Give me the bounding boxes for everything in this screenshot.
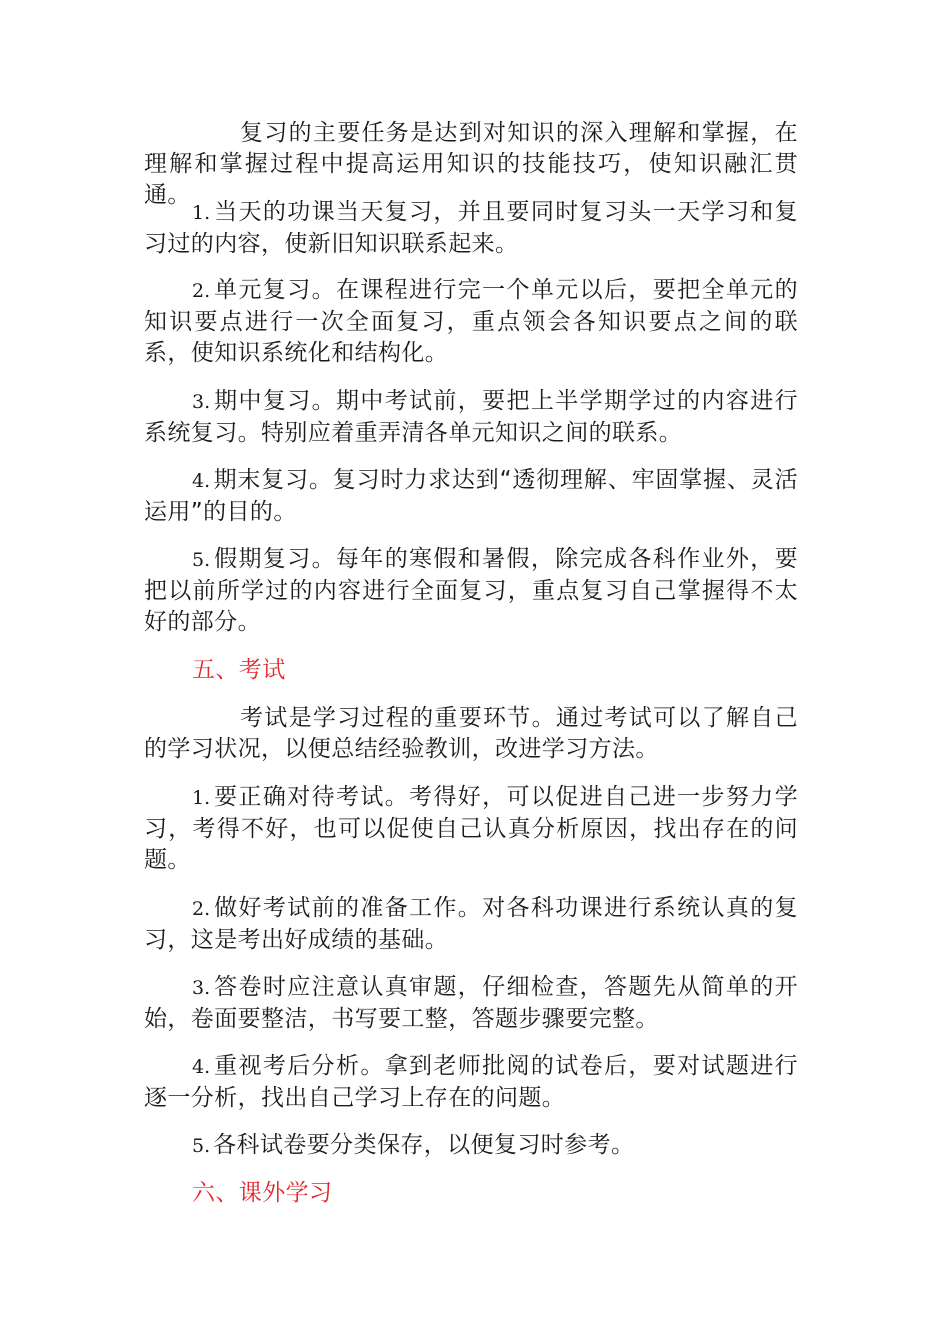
exam-item-1-text: 要正确对待考试。考得好，可以促进自己进一步努力学习，考得不好，也可以促使自己认真分析原因，找出存在的问题。 bbox=[144, 784, 798, 873]
exam-item-5 bbox=[144, 1130, 798, 1162]
review-item-2-text: 单元复习。在课程进行完一个单元以后，要把全单元的知识要点进行一次全面复习，重点领会各知识要点之间的联系，使知识系统化和结构化。 bbox=[144, 277, 798, 366]
review-intro-text: 复习的主要任务是达到对知识的深入理解和掌握，在理解和掌握过程中提高运用知识的技能技巧，使知识融汇贯通。 bbox=[144, 120, 798, 208]
review-item-1 bbox=[144, 197, 798, 260]
review-item-3 bbox=[144, 386, 798, 449]
exam-intro-paragraph bbox=[144, 703, 798, 765]
review-item-5 bbox=[144, 544, 798, 638]
exam-item-5-number: 5. bbox=[192, 1135, 211, 1157]
review-item-2 bbox=[144, 275, 798, 369]
exam-item-5-text: 各科试卷要分类保存，以便复习时参考。 bbox=[213, 1132, 635, 1158]
review-item-4-number: 4. bbox=[192, 470, 211, 492]
exam-item-4-text: 重视考后分析。拿到老师批阅的试卷后，要对试题进行逐一分析，找出自己学习上存在的问题。 bbox=[144, 1053, 798, 1111]
review-item-1-number: 1. bbox=[192, 202, 211, 224]
review-item-3-number: 3. bbox=[192, 391, 211, 413]
exam-item-1-number: 1. bbox=[192, 787, 211, 809]
exam-item-3-text: 答卷时应注意认真审题，仔细检查，答题先从简单的开始，卷面要整洁，书写要工整，答题步骤要完整。 bbox=[144, 974, 798, 1032]
exam-item-3 bbox=[144, 972, 798, 1035]
review-item-2-number: 2. bbox=[192, 280, 211, 302]
review-item-5-text: 假期复习。每年的寒假和暑假，除完成各科作业外，要把以前所学过的内容进行全面复习，重点复习自己掌握得不太好的部分。 bbox=[144, 546, 798, 635]
exam-item-3-number: 3. bbox=[192, 977, 211, 999]
exam-item-2 bbox=[144, 893, 798, 956]
exam-item-2-text: 做好考试前的准备工作。对各科功课进行系统认真的复习，这是考出好成绩的基础。 bbox=[144, 895, 798, 953]
review-item-5-number: 5. bbox=[192, 549, 211, 571]
review-item-4-text: 期末复习。复习时力求达到“透彻理解、牢固掌握、灵活运用”的目的。 bbox=[144, 467, 798, 525]
extracurricular-heading: 六、课外学习 bbox=[192, 1180, 333, 1206]
review-item-4 bbox=[144, 465, 798, 528]
exam-item-2-number: 2. bbox=[192, 898, 211, 920]
exam-item-4 bbox=[144, 1051, 798, 1114]
exam-intro-text: 考试是学习过程的重要环节。通过考试可以了解自己的学习状况，以便总结经验教训，改进学习方法。 bbox=[144, 705, 798, 762]
exam-item-4-number: 4. bbox=[192, 1056, 211, 1078]
review-item-3-text: 期中复习。期中考试前，要把上半学期学过的内容进行系统复习。特别应着重弄清各单元知识之间的联系。 bbox=[144, 388, 798, 446]
exam-heading: 五、考试 bbox=[192, 657, 286, 683]
review-item-1-text: 当天的功课当天复习，并且要同时复习头一天学习和复习过的内容，使新旧知识联系起来。 bbox=[144, 199, 798, 257]
exam-item-1 bbox=[144, 782, 798, 876]
